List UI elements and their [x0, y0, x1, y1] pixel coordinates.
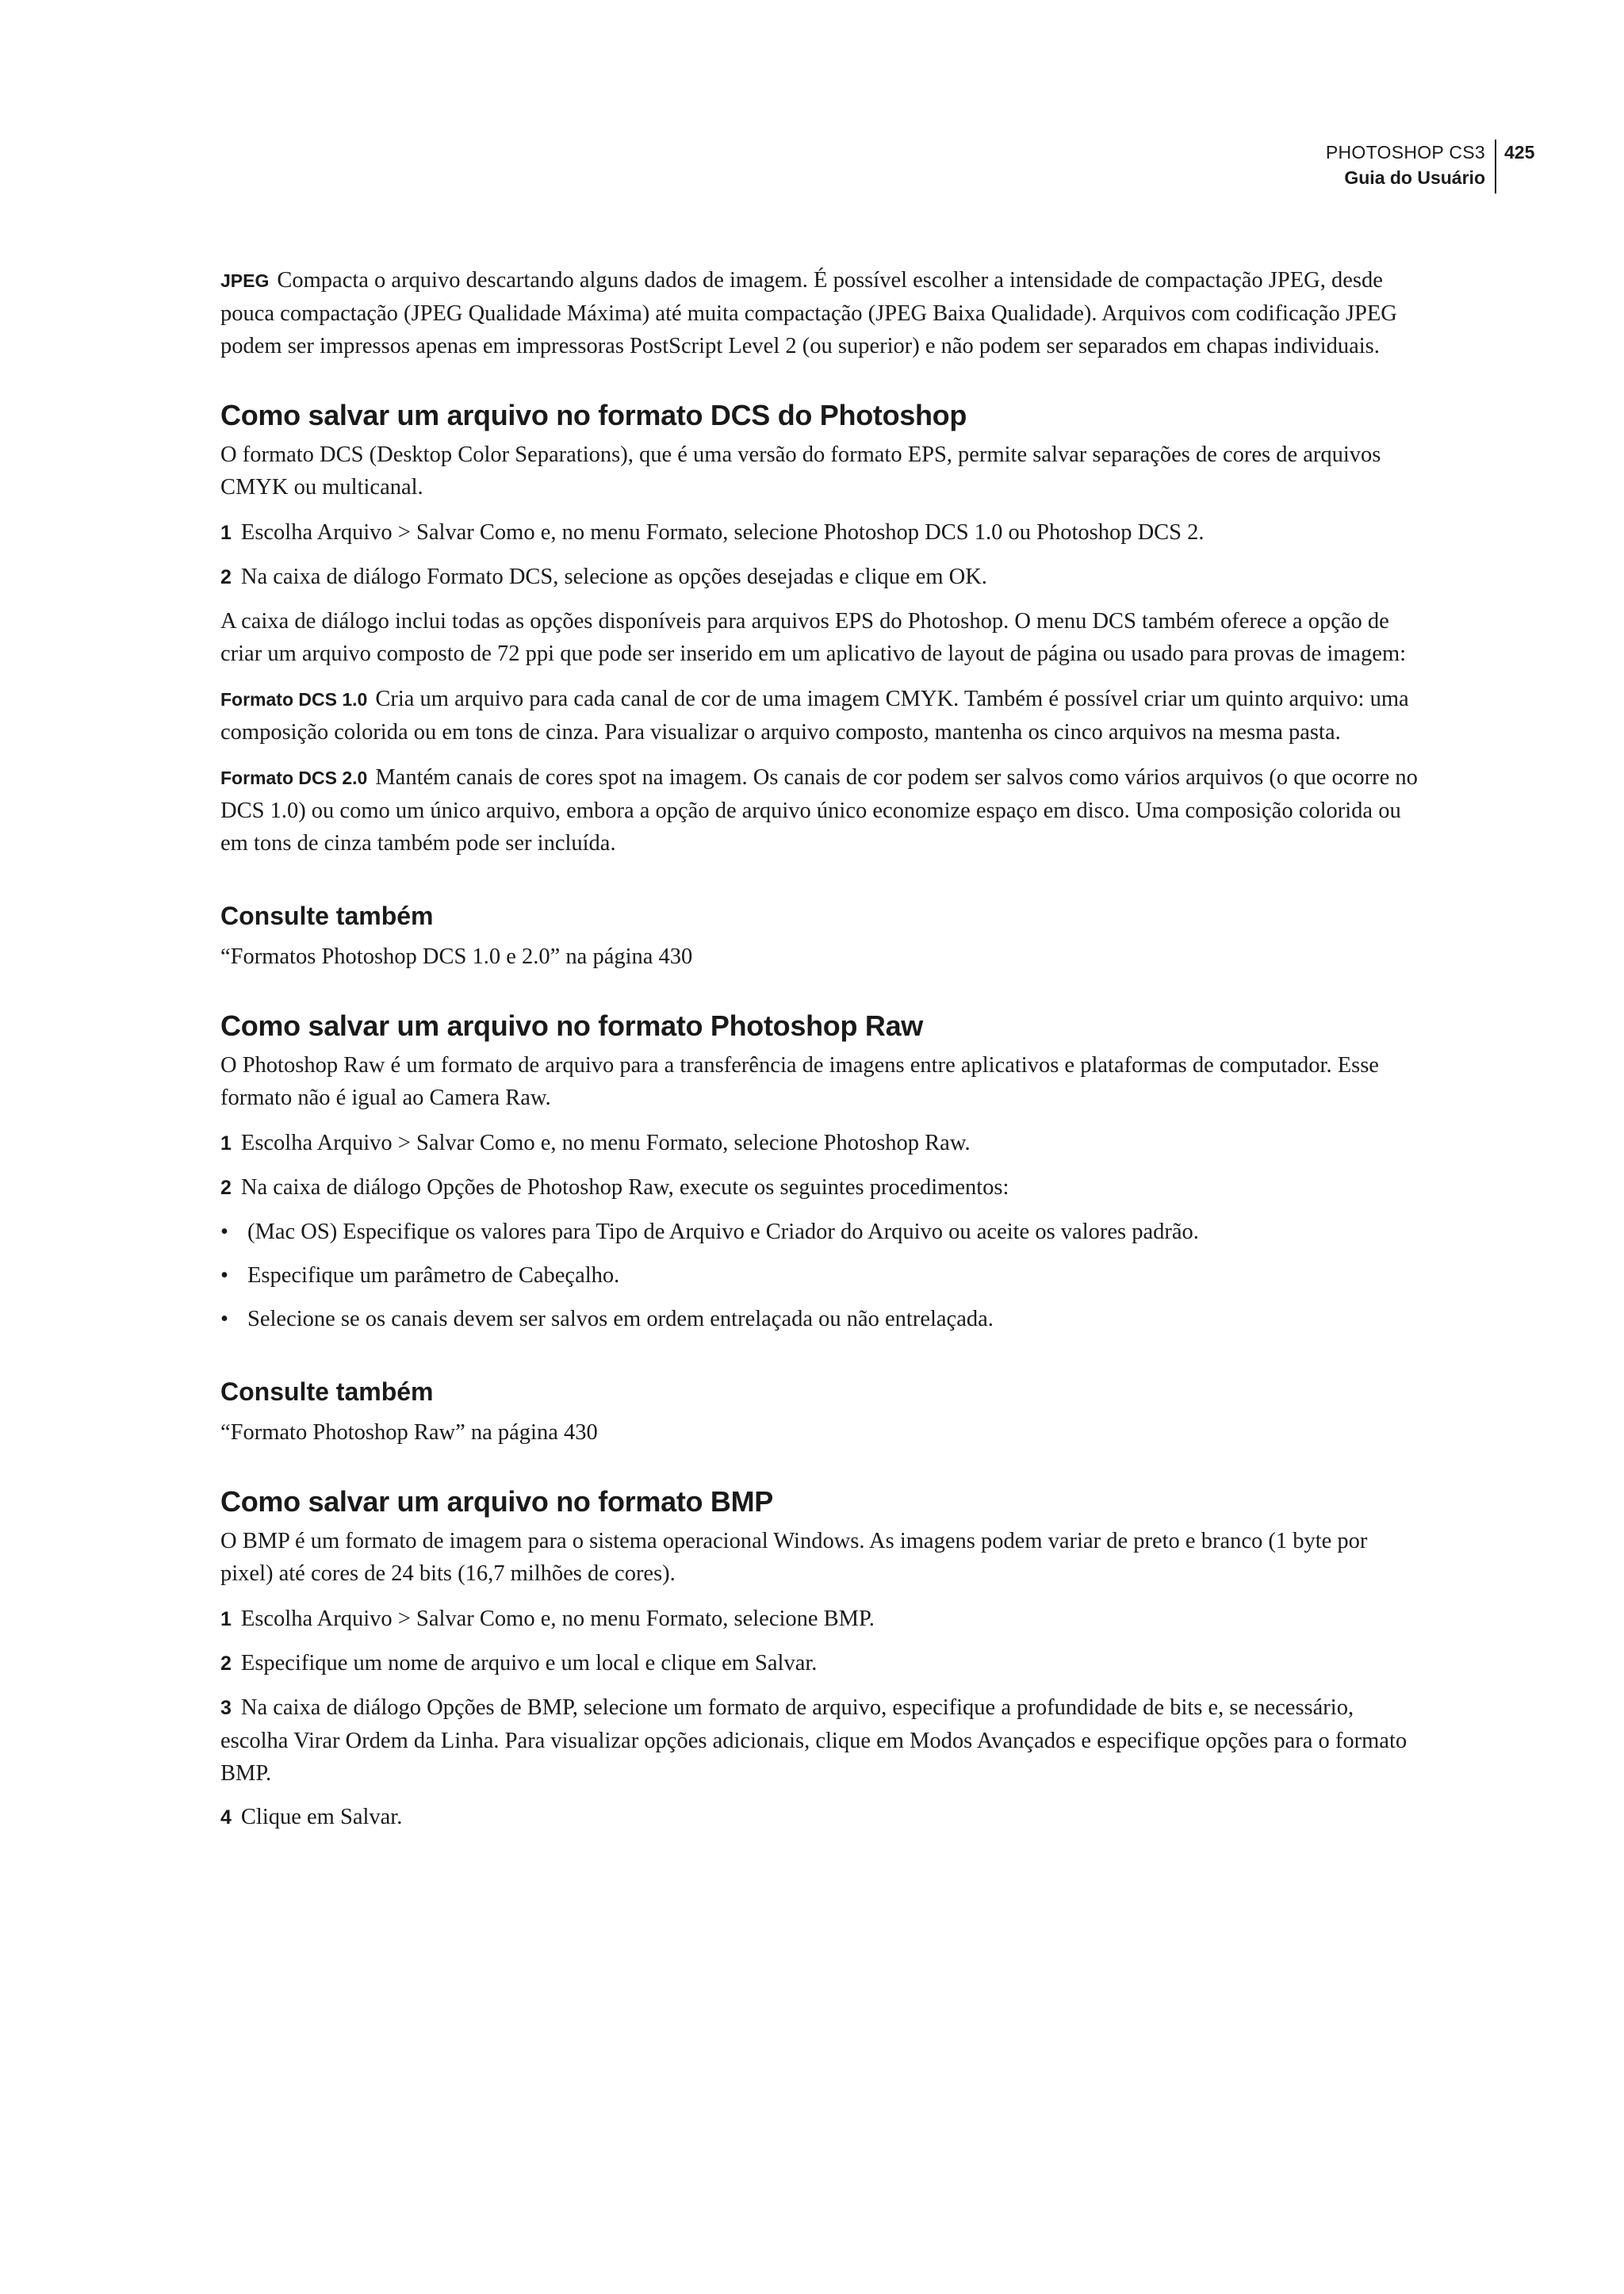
definition-text: Compacta o arquivo descartando alguns dados de imagem. É possível escolher a intensidade de compactação JPEG, desde pouca compactação (JPEG Qualidade Máxima) até muita compactação (JPEG Baixa Qualidade). Arquivos com codificação JPEG podem ser impressos apenas em impressoras PostScript Level 2 (ou superior) e não podem ser separados em chapas individuais. — [220, 268, 1397, 358]
definition-term: JPEG — [220, 270, 270, 291]
dcs-definition-2 — [220, 761, 1419, 860]
dcs-body: A caixa de diálogo inclui todas as opções disponíveis para arquivos EPS do Photoshop. O menu DCS também oferece a opção de criar um arquivo composto de 72 ppi que pode ser inserido em um aplicativo de layout de página ou usado para provas de imagem: — [220, 609, 1407, 666]
raw-bullet-3 — [220, 1303, 1419, 1335]
step-text: Especifique um nome de arquivo e um local e clique em Salvar. — [240, 1651, 818, 1676]
jpeg-definition — [220, 264, 1419, 362]
step-text: Na caixa de diálogo Formato DCS, selecione as opções desejadas e clique em OK. — [240, 565, 987, 589]
bullet-marker: • — [220, 1220, 228, 1244]
page-content — [220, 264, 1419, 1845]
definition-text: Cria um arquivo para cada canal de cor de uma imagem CMYK. Também é possível criar um quinto arquivo: uma composição colorida ou em tons de cinza. Para visualizar o arquivo composto, mantenha os cinco arquivos na mesma pasta. — [220, 687, 1409, 745]
step-text: Na caixa de diálogo Opções de BMP, selecione um formato de arquivo, especifique a profundidade de bits e, se necessário, escolha Virar Ordem da Linha. Para visualizar opções adicionais, clique em Modos Avançados e especifique opções para o formato BMP. — [220, 1695, 1408, 1786]
bmp-step-2 — [220, 1647, 1419, 1680]
bullet-text: (Mac OS) Especifique os valores para Tipo de Arquivo e Criador do Arquivo ou aceite os valores padrão. — [247, 1220, 1199, 1244]
step-number: 1 — [220, 1132, 232, 1155]
bmp-step-4 — [220, 1801, 1419, 1834]
step-number: 1 — [220, 522, 232, 544]
dcs-definition-1 — [220, 683, 1419, 749]
bmp-step-3 — [220, 1691, 1419, 1790]
step-number: 1 — [220, 1608, 232, 1630]
step-text: Escolha Arquivo > Salvar Como e, no menu Formato, selecione Photoshop DCS 1.0 ou Photoshop DCS 2. — [240, 520, 1205, 545]
running-header — [1326, 140, 1485, 190]
step-number: 4 — [220, 1806, 232, 1829]
raw-bullet-2 — [220, 1259, 1419, 1292]
dcs-intro: O formato DCS (Desktop Color Separations), que é uma versão do formato EPS, permite salvar separações de cores de arquivos CMYK ou multicanal. — [220, 442, 1381, 500]
guide-title: Guia do Usuário — [1344, 167, 1485, 188]
bmp-intro: O BMP é um formato de imagem para o sistema operacional Windows. As imagens podem variar de preto e branco (1 byte por pixel) até cores de 24 bits (16,7 milhões de cores). — [220, 1529, 1368, 1586]
bmp-step-1 — [220, 1603, 1419, 1636]
bullet-marker: • — [220, 1307, 228, 1331]
step-text: Clique em Salvar. — [240, 1805, 403, 1829]
raw-intro: O Photoshop Raw é um formato de arquivo para a transferência de imagens entre aplicativos e plataformas de computador. Esse formato não é igual ao Camera Raw. — [220, 1053, 1379, 1110]
step-text: Na caixa de diálogo Opções de Photoshop Raw, execute os seguintes procedimentos: — [240, 1175, 1009, 1200]
raw-bullet-1 — [220, 1216, 1419, 1248]
definition-term: Formato DCS 1.0 — [220, 689, 368, 710]
see-also-heading-raw: Consulte também — [220, 1377, 434, 1406]
bullet-text: Especifique um parâmetro de Cabeçalho. — [247, 1263, 620, 1288]
step-number: 3 — [220, 1697, 232, 1719]
step-text: Escolha Arquivo > Salvar Como e, no menu Formato, selecione BMP. — [240, 1607, 875, 1631]
step-number: 2 — [220, 1653, 232, 1675]
see-also-heading-dcs: Consulte também — [220, 902, 434, 930]
bullet-text: Selecione se os canais devem ser salvos em ordem entrelaçada ou não entrelaçada. — [247, 1307, 994, 1331]
product-name: PHOTOSHOP CS3 — [1325, 142, 1485, 163]
section-heading-bmp: Como salvar um arquivo no formato BMP — [220, 1485, 774, 1518]
step-text: Escolha Arquivo > Salvar Como e, no menu Formato, selecione Photoshop Raw. — [240, 1131, 971, 1155]
raw-step-2 — [220, 1171, 1419, 1204]
dcs-step-1 — [220, 516, 1419, 550]
definition-text: Mantém canais de cores spot na imagem. Os canais de cor podem ser salvos como vários arquivos (o que ocorre no DCS 1.0) ou como um único arquivo, embora a opção de arquivo único economize espaço em disco. Uma composição colorida ou em tons de cinza também pode ser incluída. — [220, 765, 1418, 856]
dcs-step-2 — [220, 561, 1419, 594]
page-header — [0, 140, 1624, 195]
section-heading-raw: Como salvar um arquivo no formato Photoshop Raw — [220, 1009, 923, 1042]
step-number: 2 — [220, 566, 232, 588]
page-number: 425 — [1504, 142, 1535, 163]
raw-step-1 — [220, 1127, 1419, 1160]
see-also-link-dcs[interactable]: “Formatos Photoshop DCS 1.0 e 2.0” na página 430 — [220, 944, 693, 969]
bullet-marker: • — [220, 1263, 228, 1288]
definition-term: Formato DCS 2.0 — [220, 768, 368, 788]
see-also-link-raw[interactable]: “Formato Photoshop Raw” na página 430 — [220, 1420, 598, 1445]
step-number: 2 — [220, 1177, 232, 1199]
header-divider — [1495, 140, 1496, 193]
section-heading-dcs: Como salvar um arquivo no formato DCS do Photoshop — [220, 399, 967, 431]
